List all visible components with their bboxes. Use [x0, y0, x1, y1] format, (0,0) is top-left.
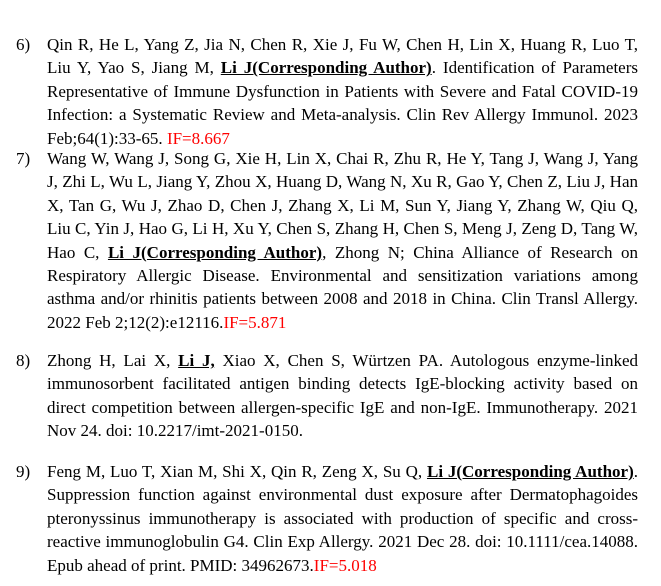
- reference-authors: Zhong H, Lai X,: [47, 351, 179, 370]
- reference-number: 6): [16, 35, 31, 54]
- reference-text: [47, 349, 638, 443]
- reference-details: . Suppression function against environmental dust exposure after Dermatophagoides pteronyssinus immunotherapy is associated with production of specific and cross-reactive immunoglobulin G4. Clin Exp Allergy. 2021 Dec 28. doi: 10.1111/cea.14088. Epub ahead of print. PMID: 34962673.: [47, 462, 638, 575]
- highlighted-author: Li J(Corresponding Author): [220, 58, 432, 78]
- highlighted-author: Li J,: [178, 351, 215, 370]
- reference-details: , Zhong N; China Alliance of Research on Respiratory Allergic Disease. Environmental and sensitization variations among asthma and/or rhinitis patients between 2008 and 2018 in China. Clin Transl Allergy. 2022 Feb 2;12(2):e12116.: [47, 242, 638, 332]
- reference-text: [47, 460, 638, 577]
- highlighted-author: Li J(Corresponding Author): [107, 242, 323, 262]
- reference-authors: Wang W, Wang J, Song G, Xie H, Lin X, Chai R, Zhu R, He Y, Tang J, Wang J, Yang J, Zhi L, Wu L, Jiang Y, Zhou X, Huang D, Wang N, Xu R, Gao Y, Chen Z, Liu J, Han X, Tan G, Wu J, Zhao D, Chen J, Zhang X, Li M, Sun Y, Jiang Y, Zhang W, Qiu Q, Liu C, Yin J, Hao G, Li H, Xu Y, Chen S, Zhang H, Chen S, Meng J, Zeng D, Tang W, Hao C,: [47, 149, 638, 262]
- reference-details: Xiao X, Chen S, Würtzen PA. Autologous enzyme-linked immunosorbent facilitated antigen binding detects IgE-blocking activity based on direct competition between allergen-specific IgE and non-IgE. Immunotherapy. 2021 Nov 24. doi: 10.2217/imt-2021-0150.: [47, 351, 639, 441]
- impact-factor: IF=8.667: [166, 128, 230, 148]
- highlighted-author: Li J(Corresponding Author): [426, 462, 634, 481]
- reference-number: 8): [16, 351, 31, 370]
- reference-number: 9): [16, 462, 31, 481]
- reference-text: [47, 147, 638, 334]
- impact-factor: IF=5.871: [223, 312, 287, 332]
- reference-authors: Feng M, Luo T, Xian M, Shi X, Qin R, Zeng X, Su Q,: [47, 462, 427, 481]
- reference-details: . Identification of Parameters Representative of Immune Dysfunction in Patients with Severe and Fatal COVID-19 Infection: a Systematic Review and Meta-analysis. Clin Rev Allergy Immunol. 2023 Feb;64(1):33-65.: [47, 58, 638, 148]
- reference-text: [47, 33, 638, 150]
- impact-factor: IF=5.018: [313, 555, 377, 575]
- reference-authors: Qin R, He L, Yang Z, Jia N, Chen R, Xie J, Fu W, Chen H, Lin X, Huang R, Luo T, Liu Y, Yao S, Jiang M,: [47, 35, 638, 78]
- reference-number: 7): [16, 149, 31, 168]
